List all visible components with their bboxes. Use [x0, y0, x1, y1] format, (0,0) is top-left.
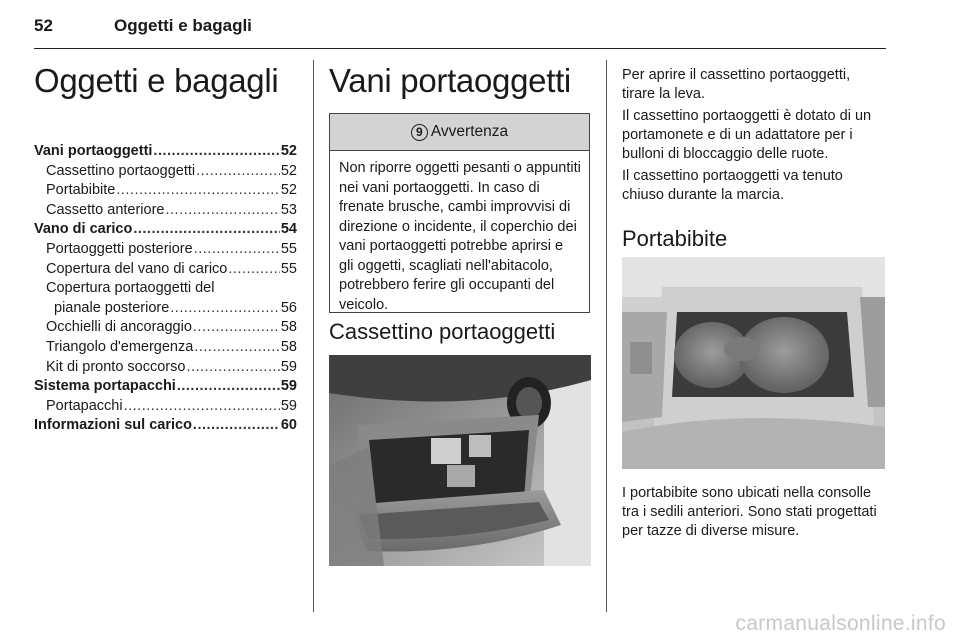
toc-entry-page: 59: [280, 378, 297, 395]
toc-leader-dots: [116, 181, 280, 201]
warning-header: [330, 114, 589, 151]
toc-entry-page: 59: [280, 397, 297, 414]
paragraph-keep-closed: Il cassettino portaoggetti va tenuto chiuso durante la marcia.: [622, 168, 843, 203]
toc-leader-dots: [153, 142, 279, 162]
toc-entry-label: Cassettino portaoggetti: [46, 162, 196, 179]
toc-entry[interactable]: [34, 181, 297, 201]
page-number: 52: [34, 16, 53, 35]
toc-leader-dots: [194, 338, 280, 358]
toc-leader-dots: [170, 299, 280, 319]
toc-entry-label: Copertura del vano di carico: [46, 260, 228, 277]
toc-entry[interactable]: [34, 318, 297, 338]
page-header: [34, 8, 886, 49]
toc-entry[interactable]: [34, 260, 297, 280]
toc-leader-dots: [186, 358, 279, 378]
toc-entry-label: Portabibite: [46, 182, 116, 199]
toc-leader-dots: [193, 416, 280, 436]
toc-entry-page: 55: [280, 240, 297, 257]
paragraph-open-glovebox: Per aprire il cassettino portaoggetti, tirare la leva.: [622, 67, 851, 102]
toc-entry-page: 52: [280, 182, 297, 199]
warning-box: [329, 113, 590, 313]
toc-entry-page: 58: [280, 319, 297, 336]
toc-leader-dots: [228, 260, 280, 280]
paragraph-cupholder: I portabibite sono ubicati nella consolle tra i sedili anteriori. Sono stati progettati per tazze di diverse misure.: [622, 485, 877, 539]
toc-entry-label: Triangolo d'emergenza: [46, 338, 194, 355]
table-of-contents: [34, 142, 297, 436]
toc-entry[interactable]: [34, 279, 297, 299]
toc-entry[interactable]: [34, 377, 297, 397]
toc-entry-label: Copertura portaoggetti del: [46, 280, 215, 297]
toc-entry-label: Vano di carico: [34, 221, 133, 238]
toc-entry-label: Cassetto anteriore: [46, 201, 165, 218]
toc-entry-page: 53: [280, 201, 297, 218]
toc-entry-page: 58: [280, 338, 297, 355]
toc-entry[interactable]: [34, 201, 297, 221]
column-divider-1: [313, 60, 314, 612]
running-title: Oggetti e bagagli: [114, 16, 252, 35]
watermark: carmanualsonline.info: [735, 612, 946, 635]
toc-entry-label: Kit di pronto soccorso: [46, 358, 186, 375]
toc-entry-page: 56: [280, 299, 297, 316]
glovebox-photo: [329, 355, 591, 566]
toc-entry-page: 52: [280, 162, 297, 179]
warning-text: Non riporre oggetti pesanti o appuntiti nei vani portaoggetti. In caso di frenate brusche, cambi improvvisi di direzione o incidente, il coperchio dei vani portaoggetti potrebbe aprirsi e gli oggetti, scagliati nell'abitacolo, potrebbero ferire gli occupanti del veicolo.: [339, 160, 581, 313]
toc-entry-page: 60: [280, 417, 297, 434]
warning-icon: 9: [411, 124, 428, 141]
toc-entry[interactable]: [34, 338, 297, 358]
toc-entry-label: Vani portaoggetti: [34, 143, 153, 159]
toc-leader-dots: [196, 162, 280, 182]
chapter-title: Oggetti e bagagli: [34, 62, 279, 99]
toc-entry[interactable]: [34, 240, 297, 260]
toc-entry[interactable]: [34, 358, 297, 378]
toc-entry-page: 54: [280, 221, 297, 238]
toc-entry-label: Occhielli di ancoraggio: [46, 319, 192, 336]
paragraph-glovebox-features: Il cassettino portaoggetti è dotato di un portamonete e di un adattatore per i bulloni di bloccaggio delle ruote.: [622, 108, 872, 162]
toc-entry-page: 52: [280, 143, 297, 159]
column-divider-2: [606, 60, 607, 612]
warning-title: Avvertenza: [430, 123, 509, 140]
toc-entry-label: Informazioni sul carico: [34, 417, 192, 434]
toc-entry-page: 59: [280, 358, 297, 375]
toc-leader-dots: [177, 377, 280, 397]
section-title: Vani portaoggetti: [329, 62, 571, 99]
toc-leader-dots: [193, 318, 280, 338]
toc-leader-dots: [165, 201, 279, 221]
toc-entry[interactable]: [34, 142, 297, 162]
toc-leader-dots: [133, 220, 280, 240]
cupholder-heading: Portabibite: [622, 226, 728, 251]
toc-entry[interactable]: [34, 397, 297, 417]
toc-leader-dots: [194, 240, 280, 260]
glovebox-heading: Cassettino portaoggetti: [329, 319, 556, 344]
toc-entry-label: Portapacchi: [46, 397, 123, 414]
toc-entry[interactable]: [34, 416, 297, 436]
toc-entry-label: Portaoggetti posteriore: [46, 240, 193, 257]
toc-entry-label: Sistema portapacchi: [34, 378, 176, 395]
cupholder-photo: [622, 257, 885, 469]
toc-leader-dots: [124, 397, 280, 417]
toc-entry[interactable]: [34, 299, 297, 319]
toc-entry[interactable]: [34, 162, 297, 182]
toc-entry-label: pianale posteriore: [54, 299, 170, 316]
toc-entry-page: 55: [280, 260, 297, 277]
toc-entry[interactable]: [34, 220, 297, 240]
